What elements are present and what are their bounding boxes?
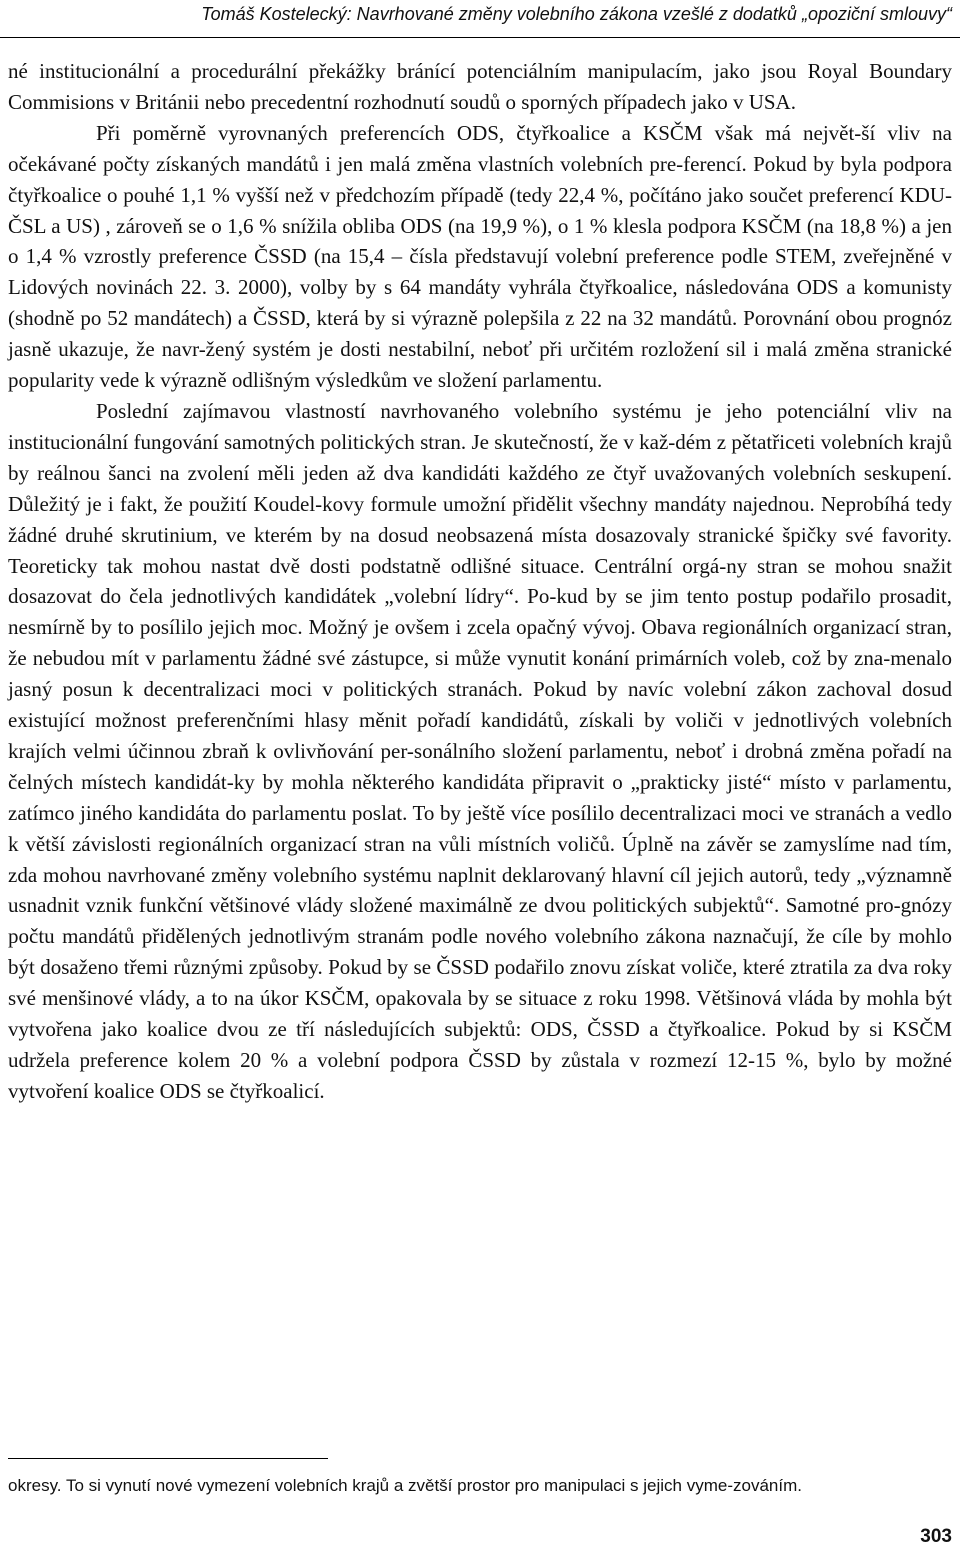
running-title: Tomáš Kostelecký: Navrhované změny volebního zákona vzešlé z dodatků „opoziční smlouvy“	[201, 4, 952, 24]
paragraph-continuation: né institucionální a procedurální překážky bránící potenciálním manipulacím, jako jsou Royal Boundary Commisions v Británii nebo precedentní rozhodnutí soudů o sporných případech jako v USA.	[8, 59, 952, 114]
page-body	[8, 56, 952, 1107]
page-number: 303	[920, 1526, 952, 1547]
footnote-divider	[8, 1458, 328, 1459]
footnote: okresy. To si vynutí nové vymezení volebních krajů a zvětší prostor pro manipulaci s jejich vyme-zováním.	[8, 1476, 802, 1495]
running-header	[0, 0, 960, 38]
paragraph-party-functioning: Poslední zajímavou vlastností navrhovaného volebního systému je jeho potenciální vliv na institucionální fungování samotných politických stran. Je skutečností, že v kaž-dém z pětatřiceti volebních krajů by reálnou šanci na zvolení měli jeden až dva kandidáti každého ze čtyř uvažovaných volebních seskupení. Důležitý je i fakt, že použití Koudel-kovy formule umožní přidělit všechny mandáty najednou. Neprobíhá tedy žádné druhé skrutinium, ve kterém by na dosud neobsazená místa dosazovaly stranické špičky své favority. Teoreticky tak mohou nastat dvě dosti podstatně odlišné situace. Centrální orgá-ny stran se mohou snažit dosazovat do čela jednotlivých kandidátek „volební lídry“. Po-kud by se jim tento postup podařilo prosadit, nesmírně by to posílilo jejich moc. Možný je ovšem i zcela opačný vývoj. Obava regionálních organizací stran, že nebudou mít v parlamentu žádné své zástupce, si může vynutit konání primárních voleb, což by zna-menalo jasný posun k decentralizaci moci v politických stranách. Pokud by navíc volební zákon zachoval dosud existující možnost preferenčními hlasy měnit pořadí kandidátů, získali by voliči v jednotlivých volebních krajích velmi účinnou zbraň k ovlivňování per-sonálního složení parlamentu, neboť i drobná změna pořadí na čelných místech kandidát-ky by mohla některého kandidáta připravit o „prakticky jisté“ místo v parlamentu, zatímco jiného kandidáta do parlamentu poslat. To by ještě více posílilo decentralizaci moci ve stranách a vedlo k větší závislosti regionálních organizací stran na vůli místních voličů. Úplně na závěr se zamyslíme nad tím, zda mohou navrhované změny volebního systému naplnit deklarovaný hlavní cíl jejich autorů, tedy „významně usnadnit vznik funkční většinové vlády složené maximálně ze dvou politických subjektů“. Samotné pro-gnózy počtu mandátů přidělených jednotlivým stranám podle nového volebního zákona naznačují, že cíle by mohlo být dosaženo třemi různými způsoby. Pokud by se ČSSD podařilo znovu získat voliče, které ztratila za dva roky své menšinové vlády, a to na úkor KSČM, opakovala by se situace z roku 1998. Většinová vláda by mohla být vytvořena jako koalice dvou ze tří následujících subjektů: ODS, ČSSD a čtyřkoalice. Pokud by si KSČM udržela preference kolem 20 % a volební podpora ČSSD by zůstala v rozmezí 12-15 %, bylo by možné vytvoření koalice ODS se čtyřkoalicí.	[8, 398, 952, 1103]
paragraph-preferences: Při poměrně vyrovnaných preferencích ODS, čtyřkoalice a KSČM však má největ-ší vliv na očekávané počty získaných mandátů i jen malá změna vlastních volebních pre-ferencí. Pokud by byla podpora čtyřkoalice o pouhé 1,1 % vyšší než v předchozím případě (tedy 22,4 %, počítáno jako součet preferencí KDU-ČSL a US) , zároveň se o 1,6 % snížila obliba ODS (na 19,9 %), o 1 % klesla podpora KSČM (na 18,8 %) a jen o 1,4 % vzrostly preference ČSSD (na 15,4 – čísla představují volební preference podle STEM, zveřejněné v Lidových novinách 22. 3. 2000), volby by s 64 mandáty vyhrála čtyřkoalice, následována ODS a komunisty (shodně po 52 mandátech) a ČSSD, která by si výrazně polepšila z 22 na 32 mandátů. Porovnání obou prognóz jasně ukazuje, že navr-žený systém je dosti nestabilní, neboť při určitém rozložení sil i malá změna stranické popularity vede k výrazně odlišným výsledkům ve složení parlamentu.	[8, 120, 952, 393]
